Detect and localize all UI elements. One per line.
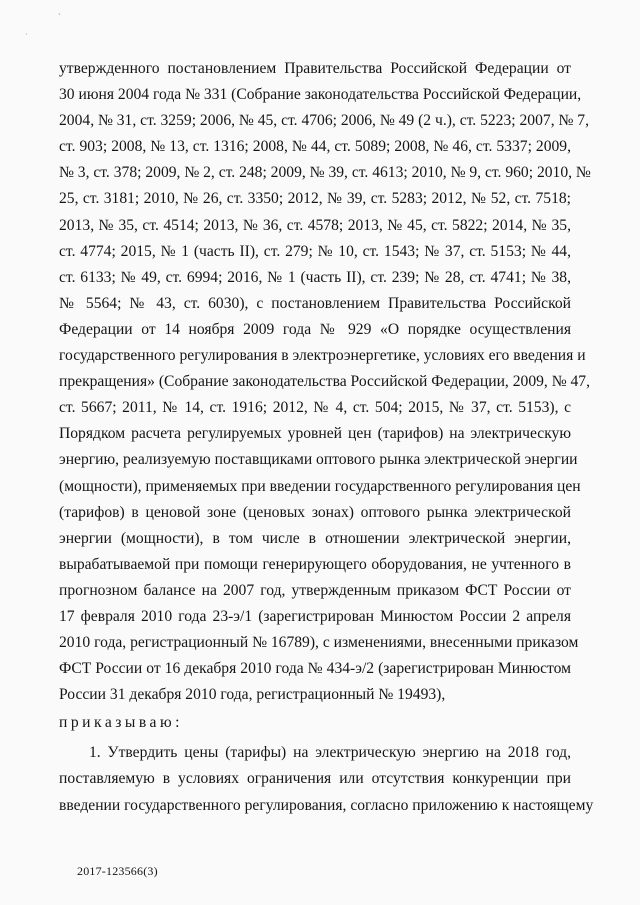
text-line: ст. 4774; 2015, № 1 (часть II), ст. 279; № 10, ст. 1543; № 37, ст. 5153; № 44, xyxy=(59,242,571,260)
text-line: (мощности), применяемых при введении государственного регулирования цен xyxy=(59,477,581,495)
text-line: утвержденного постановлением Правительства Российской Федерации от xyxy=(59,60,571,77)
text-line: 2004, № 31, ст. 3259; 2006, № 45, ст. 4706; 2006, № 49 (2 ч.), ст. 5223; 2007, № 7, xyxy=(59,112,589,130)
text-line: государственного регулирования в электроэнергетике, условиях его введения и xyxy=(59,347,586,365)
text-line: прекращения» (Собрание законодательства Российской Федерации, 2009, № 47, xyxy=(59,373,590,391)
document-body xyxy=(59,56,594,819)
legal-basis-paragraph xyxy=(59,56,591,708)
text-line: 2013, № 35, ст. 4514; 2013, № 36, ст. 4578; 2013, № 45, ст. 5822; 2014, № 35, xyxy=(59,216,571,234)
order-point-1 xyxy=(59,740,594,818)
text-line: поставляемую в условиях ограничения или отсутствия конкуренции при xyxy=(59,770,571,788)
text-line: энергии (мощности), в том числе в отношении электрической энергии, xyxy=(59,529,571,547)
text-line: 25, ст. 3181; 2010, № 26, ст. 3350; 2012, № 39, ст. 5283; 2012, № 52, ст. 7518; xyxy=(59,190,571,208)
text-line: 30 июня 2004 года № 331 (Собрание законодательства Российской Федерации, xyxy=(59,86,582,104)
text-line: № 5564; № 43, ст. 6030), с постановлением Правительства Российской xyxy=(59,294,571,312)
text-line: 17 февраля 2010 года 23-э/1 (зарегистрирован Минюстом России 2 апреля xyxy=(59,607,571,625)
order-word: приказываю: xyxy=(59,714,183,732)
text-line: № 3, ст. 378; 2009, № 2, ст. 248; 2009, № 39, ст. 4613; 2010, № 9, ст. 960; 2010, № xyxy=(59,164,591,182)
text-line: прогнозном балансе на 2007 год, утвержденным приказом ФСТ России от xyxy=(59,581,571,599)
scan-mark: ` xyxy=(58,12,61,22)
text-line: Порядком расчета регулируемых уровней цен (тарифов) на электрическую xyxy=(59,425,571,443)
text-line: (тарифов) в ценовой зоне (ценовых зонах) оптового рынка электрической xyxy=(59,503,571,521)
text-line: ст. 903; 2008, № 13, ст. 1316; 2008, № 44, ст. 5089; 2008, № 46, ст. 5337; 2009, xyxy=(59,138,571,156)
text-line: энергию, реализуемую поставщиками оптового рынка электрической энергии xyxy=(59,451,578,469)
document-code: 2017-123566(3) xyxy=(77,864,158,878)
text-line: 1. Утвердить цены (тарифы) на электрическую энергию на 2018 год, xyxy=(89,744,571,762)
text-line: введении государственного регулирования, согласно приложению к настоящему xyxy=(59,796,594,814)
text-line: России 31 декабря 2010 года, регистрационный № 19493), xyxy=(59,686,446,704)
text-line: 2010 года, регистрационный № 16789), с изменениями, внесенными приказом xyxy=(59,634,579,652)
text-line: ст. 5667; 2011, № 14, ст. 1916; 2012, № 4, ст. 504; 2015, № 37, ст. 5153), с xyxy=(59,399,571,417)
text-line: ФСТ России от 16 декабря 2010 года № 434-э/2 (зарегистрирован Минюстом xyxy=(59,660,571,678)
scan-mark: · xyxy=(25,30,28,39)
text-line: вырабатываемой при помощи генерирующего оборудования, не учтенного в xyxy=(59,555,571,573)
text-line: Федерации от 14 ноября 2009 года № 929 «О порядке осуществления xyxy=(59,320,571,338)
text-line: ст. 6133; № 49, ст. 6994; 2016, № 1 (часть II), ст. 239; № 28, ст. 4741; № 38, xyxy=(59,268,571,286)
